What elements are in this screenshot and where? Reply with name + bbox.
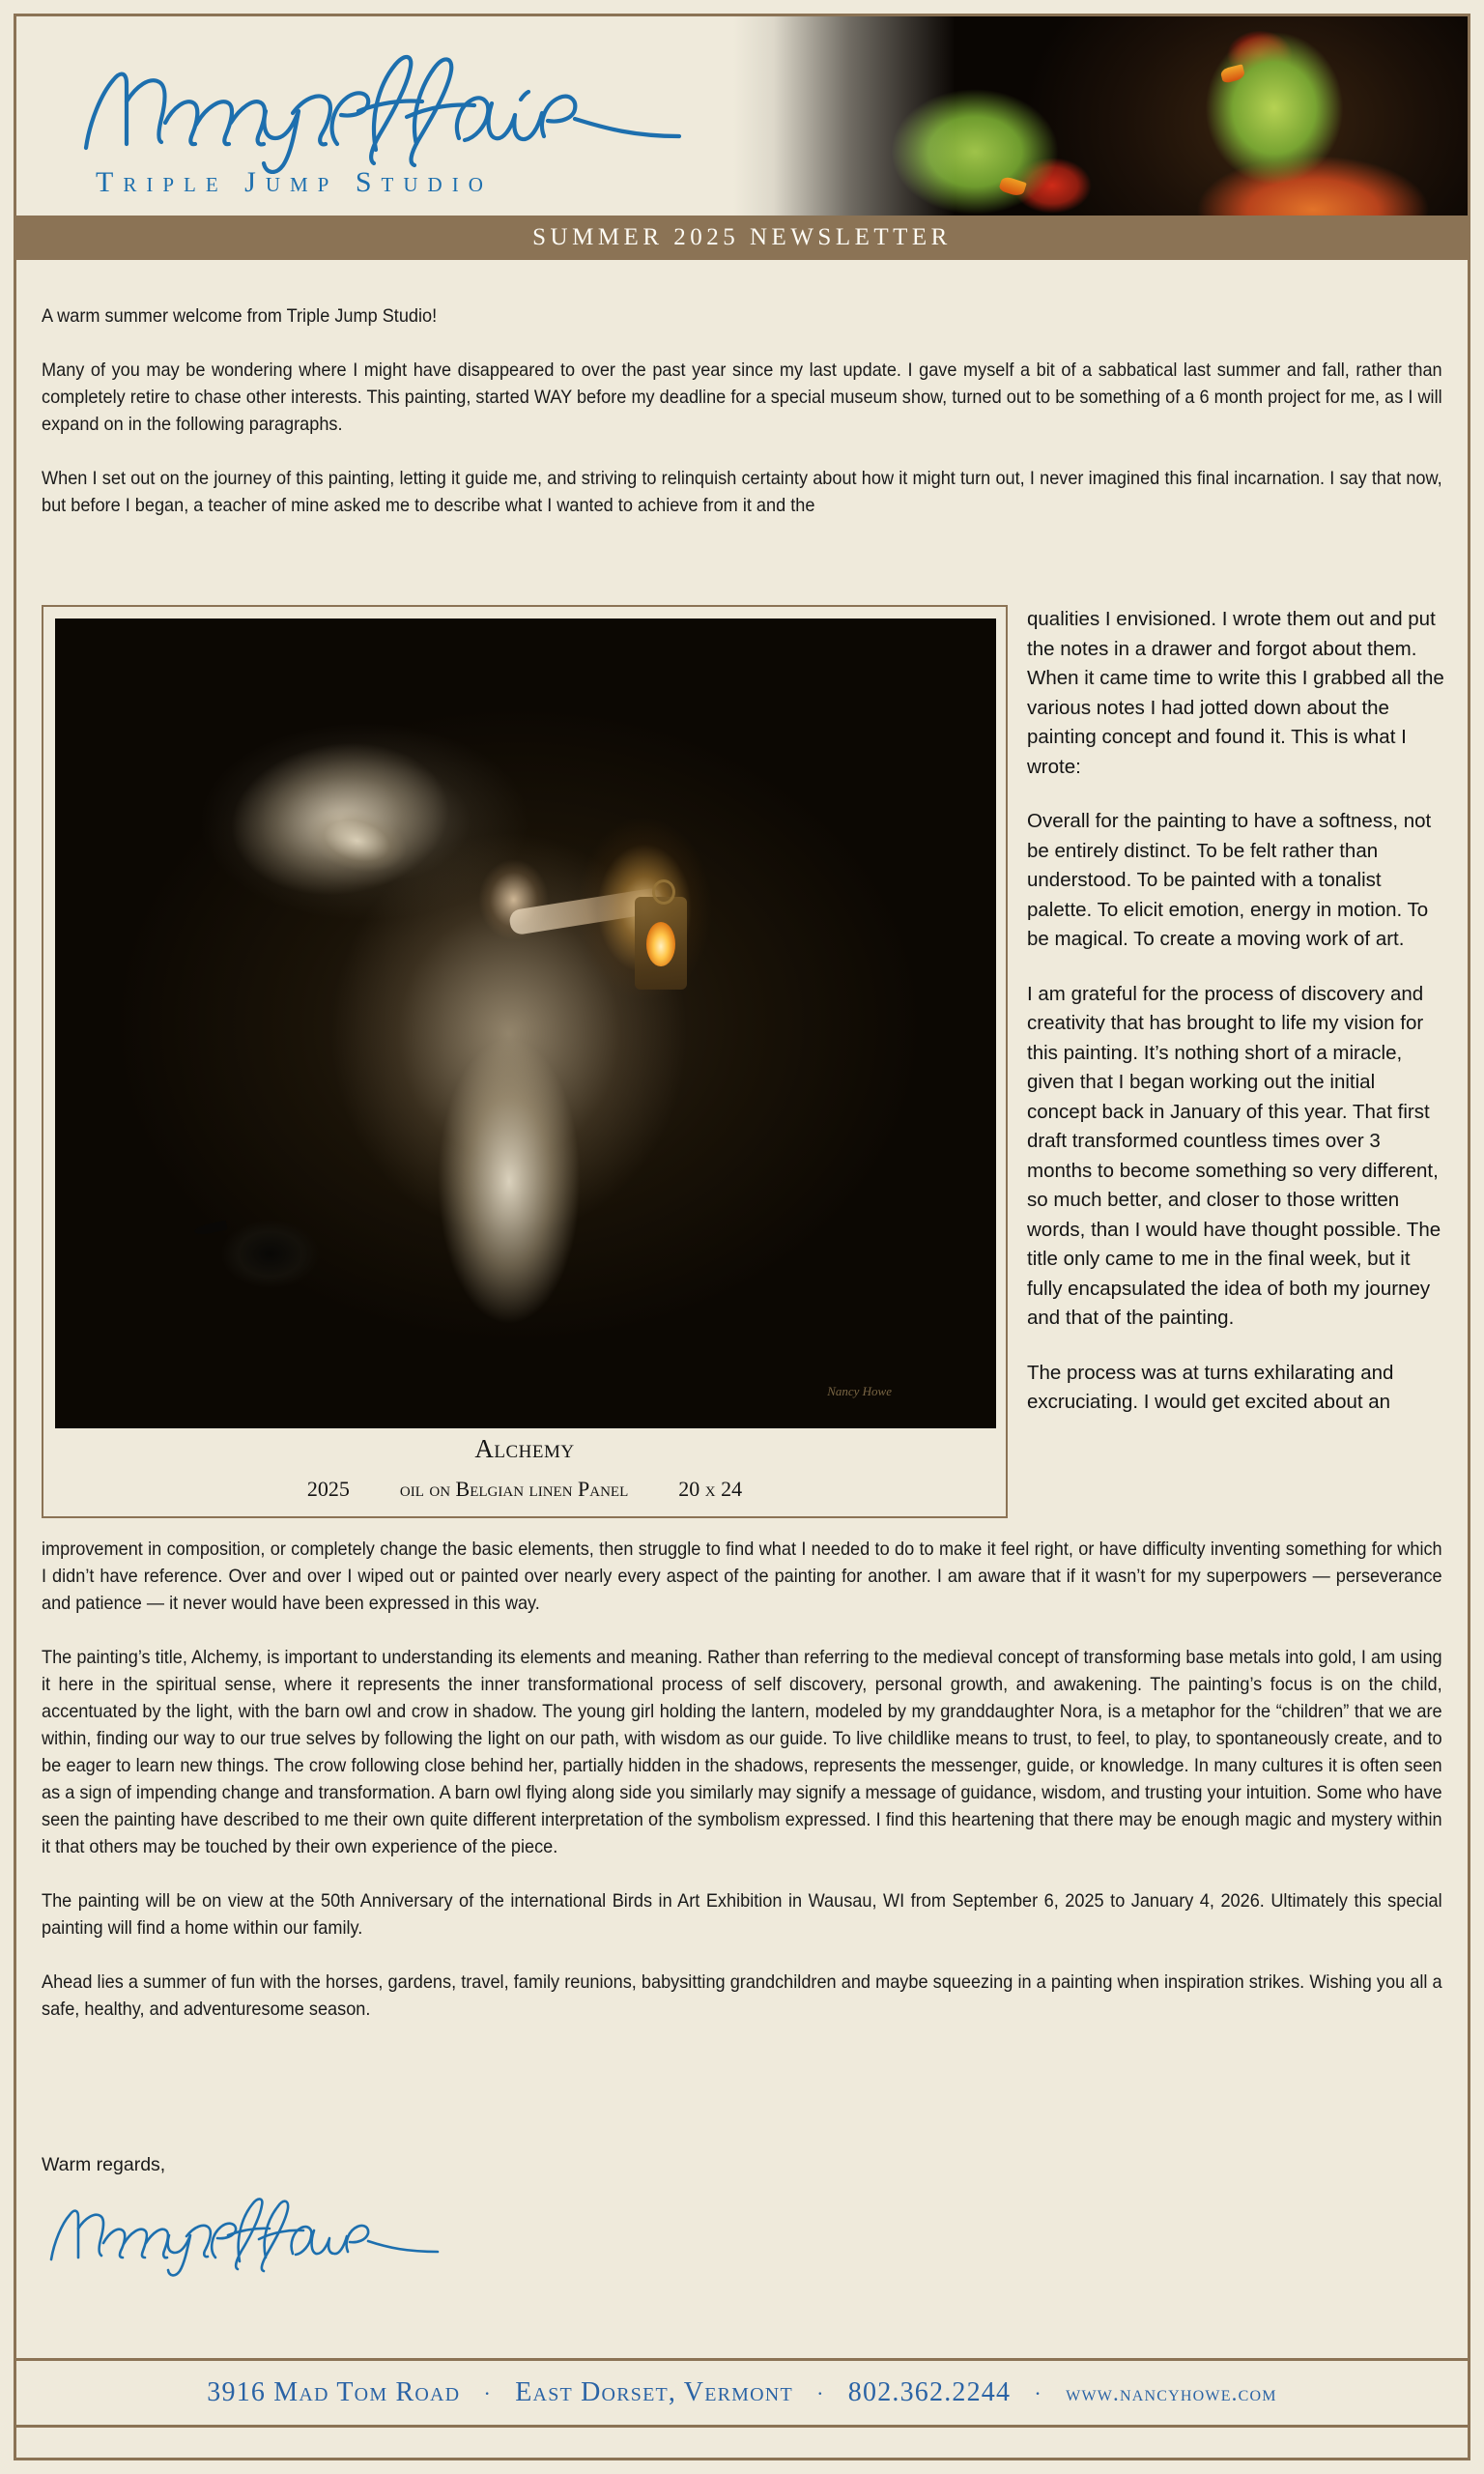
lower-section: [42, 1536, 1442, 2023]
signoff-signature: [42, 2190, 814, 2282]
lower-paragraph-2: The painting’s title, Alchemy, is important to understanding its elements and meaning. Rather than referring to the medieval concept of transforming base metals into gold, I am using it here in the spiritual sense, where it represents the inner transformational process of self discovery, personal growth, and awakening. The painting’s focus is on the child, accentuated by the light, with the barn owl and crow in shadow. The young girl holding the lantern, modeled by my granddaughter Nora, is a metaphor for the “children” that we are within, finding our way to our true selves by following the light on our path, with wisdom as our guide. To live childlike means to trust, to feel, to play, to spontaneously create, and to be eager to learn new things. The crow following close behind her, partially hidden in the shadows, represents the messenger, guide, or knowledge. In many cultures it is often seen as a sign of impending change and transformation. A barn owl flying along side you similarly may signify a message of guidance, wisdom, and trusting your intuition. Some who have seen the painting have described to me their own quite different interpretation of the symbolism expressed. I find this heartening that there may be enough magic and mystery within it that others may be touched by their own experience of the piece.: [42, 1647, 1442, 1857]
signoff-closing: Warm regards,: [42, 2154, 166, 2175]
newsletter-body: [16, 260, 1468, 2340]
painting-title: Alchemy: [474, 1434, 575, 1463]
girl-figure-icon: [398, 846, 620, 1387]
parrot-beak-icon: [998, 175, 1027, 197]
nancy-howe-signature-icon: [69, 43, 726, 174]
painting-year: 2025: [306, 1477, 350, 1501]
parrot-beak-icon: [1220, 64, 1246, 83]
banner-title: SUMMER 2025 NEWSLETTER: [532, 224, 952, 250]
lantern-handle-icon: [652, 879, 675, 905]
right-paragraph-3: I am grateful for the process of discovery and creativity that has brought to life my vision for this painting. It’s nothing short of a miracle, given that I began working out the initial concept back in January of this year. That first draft transformed countless times over 3 months to become something so very different, so much better, and closer to those written words, than I would have thought possible. The title only came to me in the final week, but it fully encapsulated the idea of both my journey and that of the painting.: [1027, 982, 1441, 1329]
crow-icon: [210, 1198, 330, 1300]
lantern-icon: [635, 897, 687, 990]
painting-size: 20 x 24: [678, 1477, 743, 1501]
footer-separator-icon: ·: [816, 2381, 825, 2405]
newsletter-header: [16, 16, 1468, 216]
intro-paragraph-3: When I set out on the journey of this painting, letting it guide me, and striving to relinquish certainty about how it might turn out, I never imagined this final incarnation. I say that now, but before I began, a teacher of mine asked me to describe what I wanted to achieve from it and the: [42, 468, 1442, 516]
lantern-flame-icon: [646, 922, 675, 966]
intro-paragraph-2: Many of you may be wondering where I might have disappeared to over the past year since my last update. I gave myself a bit of a sabbatical last summer and fall, rather than completely retire to chase other interests. This painting, started WAY before my deadline for a special museum show, turned out to be something of a 6 month project for me, as I will expand on in the following paragraphs.: [42, 360, 1442, 435]
lower-paragraph-4: Ahead lies a summer of fun with the horses, gardens, travel, family reunions, babysitting grandchildren and maybe squeezing in a painting when inspiration strikes. Wishing you all a safe, healthy, and adventuresome season.: [42, 1971, 1442, 2020]
footer-city-state: East Dorset, Vermont: [515, 2377, 793, 2407]
right-column: [1027, 605, 1444, 1443]
lower-paragraph-3: The painting will be on view at the 50th Anniversary of the international Birds in Art Exhibition in Wausau, WI from September 6, 2025 to January 4, 2026. Ultimately this special painting will find a home within our family.: [42, 1890, 1442, 1939]
nancy-howe-signature-icon: [42, 2190, 457, 2277]
footer-address: 3916 Mad Tom Road: [207, 2377, 461, 2407]
parrots-photo: [733, 16, 1468, 216]
newsletter-banner: [16, 216, 1468, 260]
painting-medium: oil on Belgian linen Panel: [399, 1477, 629, 1501]
lower-paragraph-1: improvement in composition, or completely change the basic elements, then struggle to find what I needed to do to make it feel right, or have difficulty inventing something for which I didn’t have reference. Over and over I wiped out or painted over nearly every aspect of the painting for another. I am aware that if it wasn’t for my superpowers — perseverance and patience — it never would have been expressed in this way.: [42, 1539, 1442, 1614]
footer-separator-icon: ·: [483, 2381, 493, 2405]
signoff-section: [42, 2154, 814, 2282]
footer-website-link[interactable]: www.nancyhowe.com: [1066, 2381, 1277, 2405]
right-paragraph-1: qualities I envisioned. I wrote them out and put the notes in a drawer and forgot about them. When it came time to write this I grabbed all the various notes I had jotted down about the painting concept and found it. This is what I wrote:: [1027, 608, 1444, 778]
intro-paragraph-1: A warm summer welcome from Triple Jump Studio!: [42, 305, 438, 327]
photo-fade-overlay: [733, 16, 956, 216]
footer-phone[interactable]: 802.362.2244: [847, 2377, 1012, 2407]
brand-logo: [69, 43, 726, 199]
studio-name: Triple Jump Studio: [96, 166, 493, 198]
right-paragraph-4: The process was at turns exhilarating and excruciating. I would get excited about an: [1027, 1361, 1394, 1413]
painting-artist-signature: Nancy Howe: [827, 1384, 892, 1398]
right-paragraph-2: Overall for the painting to have a softness, not be entirely distinct. To be felt rather than understood. To be painted with a tonalist palette. To elicit emotion, energy in motion. To be magical. To create a moving work of art.: [1027, 810, 1432, 950]
intro-section: [42, 302, 1442, 519]
newsletter-footer: [16, 2358, 1468, 2428]
crow-beak-icon: [193, 1221, 227, 1237]
painting-plate: [42, 605, 1008, 1518]
footer-separator-icon: ·: [1034, 2381, 1042, 2405]
footer-contact-line: [207, 2377, 1276, 2408]
painting-caption: [43, 1477, 1006, 1502]
painting-image: [55, 618, 996, 1428]
